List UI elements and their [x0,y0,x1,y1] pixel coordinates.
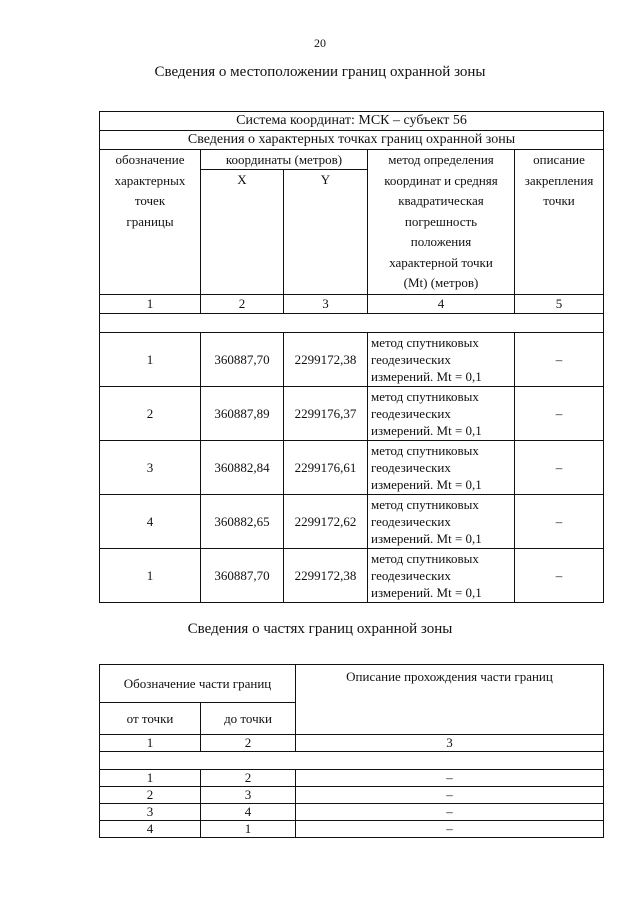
points-info-row: Сведения о характерных точках границ охранной зоны [100,131,604,150]
col-header-coordinates: координаты (метров) [201,150,368,170]
table-row [100,804,604,821]
spacer-row [100,314,604,333]
desc-cell: – [296,804,604,821]
point-cell: 1 [100,549,201,603]
point-cell: 4 [100,495,201,549]
method-cell: метод спутниковых геодезических измерений. Mt = 0,1 [368,549,515,603]
col-number: 2 [201,295,284,314]
desc-cell: – [296,821,604,838]
col-number: 3 [296,735,604,752]
point-cell: 3 [100,441,201,495]
method-cell: метод спутниковых геодезических измерений. Mt = 0,1 [368,441,515,495]
boundary-parts-table [99,664,604,838]
col-header-part-description: Описание прохождения части границ [296,665,604,735]
table-row [100,787,604,804]
col-number: 5 [515,295,604,314]
x-cell: 360887,89 [201,387,284,441]
y-cell: 2299172,62 [284,495,368,549]
section-title-location: Сведения о местоположении границ охранной зоны [154,64,486,80]
spacer-row [100,752,604,770]
col-header-part-designation: Обозначение части границ [100,665,296,703]
coordinate-system-row: Система координат: МСК – субъект 56 [100,112,604,131]
point-cell: 1 [100,333,201,387]
to-cell: 3 [201,787,296,804]
col-header-y: Y [284,170,368,295]
from-cell: 2 [100,787,201,804]
col-header-fixing-description: описание закрепления точки [515,150,604,295]
x-cell: 360887,70 [201,549,284,603]
from-cell: 4 [100,821,201,838]
desc-cell: – [515,495,604,549]
col-number: 2 [201,735,296,752]
table-row [100,495,604,549]
table-row [100,770,604,787]
col-number: 1 [100,735,201,752]
method-cell: метод спутниковых геодезических измерений. Mt = 0,1 [368,333,515,387]
desc-cell: – [515,333,604,387]
y-cell: 2299176,37 [284,387,368,441]
desc-cell: – [296,770,604,787]
y-cell: 2299176,61 [284,441,368,495]
method-cell: метод спутниковых геодезических измерений. Mt = 0,1 [368,495,515,549]
page-number: 20 [314,36,326,50]
from-cell: 1 [100,770,201,787]
table-row [100,549,604,603]
x-cell: 360882,65 [201,495,284,549]
table-row [100,821,604,838]
col-header-x: X [201,170,284,295]
col-header-from-point: от точки [100,703,201,735]
desc-cell: – [296,787,604,804]
boundary-points-table [99,111,604,603]
col-header-method: метод определения координат и средняя квадратическая погрешность положения характерной точки (Mt) (метров) [368,150,515,295]
x-cell: 360887,70 [201,333,284,387]
from-cell: 3 [100,804,201,821]
x-cell: 360882,84 [201,441,284,495]
col-header-point-designation: обозначение характерных точек границы [100,150,201,295]
col-header-to-point: до точки [201,703,296,735]
col-number: 3 [284,295,368,314]
to-cell: 1 [201,821,296,838]
y-cell: 2299172,38 [284,333,368,387]
desc-cell: – [515,387,604,441]
to-cell: 4 [201,804,296,821]
col-number: 4 [368,295,515,314]
y-cell: 2299172,38 [284,549,368,603]
to-cell: 2 [201,770,296,787]
desc-cell: – [515,441,604,495]
point-cell: 2 [100,387,201,441]
table-row [100,387,604,441]
col-number: 1 [100,295,201,314]
method-cell: метод спутниковых геодезических измерений. Mt = 0,1 [368,387,515,441]
section-title-parts: Сведения о частях границ охранной зоны [187,621,453,637]
desc-cell: – [515,549,604,603]
table-row [100,333,604,387]
table-row [100,441,604,495]
